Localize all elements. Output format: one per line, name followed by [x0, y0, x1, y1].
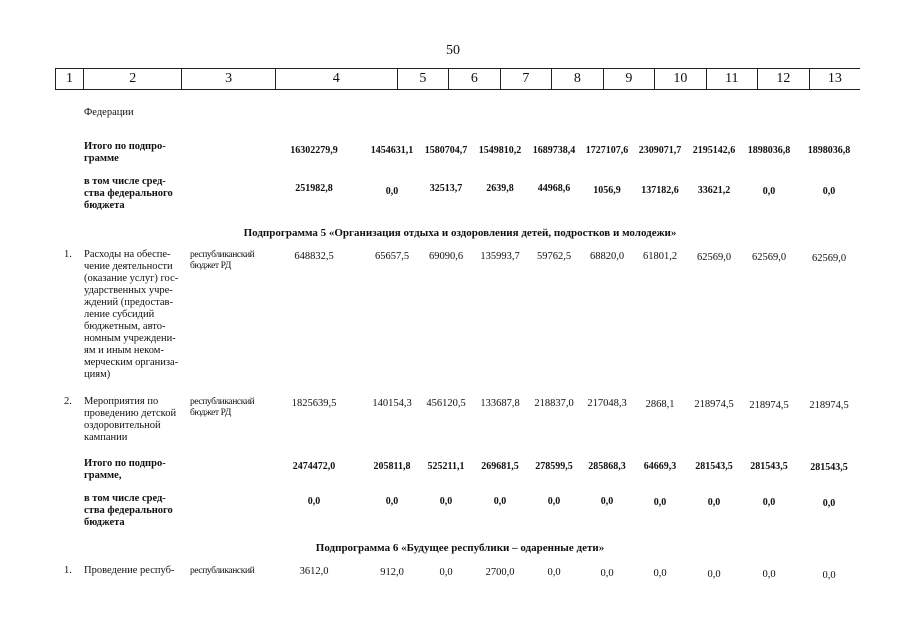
value-cell: 33621,2 — [697, 185, 731, 196]
row-number: 2. — [64, 396, 72, 407]
value-cell: 218974,5 — [749, 400, 789, 411]
value-cell: 1898036,8 — [807, 145, 851, 156]
value-cell: 1549810,2 — [478, 145, 522, 156]
value-cell: 2195142,6 — [692, 145, 736, 156]
row-name: Мероприятия по проведению детской оздоровительной кампании — [84, 396, 177, 443]
header-cell: 11 — [706, 69, 758, 89]
row-name: в том числе сред- ства федерального бюджета — [84, 493, 173, 528]
value-cell: 1825639,5 — [291, 398, 337, 409]
value-cell: 0,0 — [822, 498, 836, 509]
value-cell: 61801,2 — [642, 251, 678, 262]
value-cell: 2309071,7 — [638, 145, 682, 156]
value-cell: 0,0 — [385, 496, 399, 507]
value-cell: 1056,9 — [593, 185, 621, 196]
value-cell: 0,0 — [653, 568, 667, 579]
value-cell: 525211,1 — [427, 461, 465, 472]
value-cell: 2868,1 — [645, 399, 675, 410]
value-cell: 68820,0 — [589, 251, 625, 262]
funding-source: республиканский бюджет РД — [190, 397, 255, 418]
value-cell: 0,0 — [600, 496, 614, 507]
value-cell: 217048,3 — [587, 398, 627, 409]
header-cell: 9 — [603, 69, 655, 89]
header-cell: 5 — [397, 69, 449, 89]
row-name: Итого по подпро- грамме, — [84, 458, 166, 481]
value-cell: 281543,5 — [750, 461, 788, 472]
value-cell: 0,0 — [653, 497, 667, 508]
value-cell: 0,0 — [439, 567, 453, 578]
funding-source: республиканский бюджет РД — [190, 250, 255, 271]
section-title: Подпрограмма 5 «Организация отдыха и оздоровления детей, подростков и молодежи» — [243, 227, 677, 239]
header-cell: 12 — [757, 69, 809, 89]
value-cell: 133687,8 — [480, 398, 520, 409]
value-cell: 281543,5 — [695, 461, 733, 472]
header-cell: 10 — [654, 69, 706, 89]
value-cell: 1454631,1 — [370, 145, 414, 156]
value-cell: 44968,6 — [537, 183, 571, 194]
header-cell: 4 — [275, 69, 397, 89]
value-cell: 135993,7 — [480, 251, 520, 262]
header-cell: 6 — [448, 69, 500, 89]
value-cell: 0,0 — [600, 568, 614, 579]
value-cell: 32513,7 — [429, 183, 463, 194]
row-number: 1. — [64, 565, 72, 576]
value-cell: 0,0 — [547, 567, 561, 578]
value-cell: 2639,8 — [486, 183, 514, 194]
value-cell: 69090,6 — [428, 251, 464, 262]
value-cell: 59762,5 — [536, 251, 572, 262]
value-cell: 0,0 — [822, 186, 836, 197]
value-cell: 62569,0 — [696, 252, 732, 263]
value-cell: 278599,5 — [535, 461, 573, 472]
row-name: Расходы на обеспе- чение деятельности (оказание услуг) гос- ударственных учре- ждений (предостав- ление субсидий бюджетным, авто- номным учреждени- ям и иным неком- мерческим организа- циям) — [84, 249, 179, 380]
value-cell: 65657,5 — [374, 251, 410, 262]
header-cell: 3 — [181, 69, 275, 89]
section-title: Подпрограмма 6 «Будущее республики – одаренные дети» — [315, 542, 605, 554]
row-name: в том числе сред- ства федерального бюджета — [84, 176, 173, 211]
row-number: 1. — [64, 249, 72, 260]
value-cell: 281543,5 — [810, 462, 848, 473]
value-cell: 456120,5 — [426, 398, 466, 409]
value-cell: 0,0 — [307, 496, 321, 507]
row-name: Федерации — [84, 107, 134, 118]
row-name: Проведение респуб- — [84, 565, 175, 576]
value-cell: 269681,5 — [481, 461, 519, 472]
value-cell: 3612,0 — [299, 566, 329, 577]
value-cell: 218974,5 — [694, 399, 734, 410]
value-cell: 0,0 — [822, 570, 836, 581]
value-cell: 1727107,6 — [585, 145, 629, 156]
header-cell: 1 — [55, 69, 83, 89]
value-cell: 1898036,8 — [747, 145, 791, 156]
header-cell: 8 — [551, 69, 603, 89]
value-cell: 1580704,7 — [424, 145, 468, 156]
header-cell: 13 — [809, 69, 861, 89]
funding-source: республиканский — [190, 566, 255, 576]
value-cell: 285868,3 — [588, 461, 626, 472]
value-cell: 2474472,0 — [292, 461, 336, 472]
value-cell: 218974,5 — [809, 400, 849, 411]
value-cell: 0,0 — [547, 496, 561, 507]
header-cell: 2 — [83, 69, 181, 89]
value-cell: 218837,0 — [534, 398, 574, 409]
page-number: 50 — [446, 43, 460, 58]
value-cell: 64669,3 — [643, 461, 677, 472]
value-cell: 0,0 — [385, 186, 399, 197]
value-cell: 62569,0 — [811, 253, 847, 264]
row-name: Итого по подпро- грамме — [84, 141, 166, 164]
value-cell: 62569,0 — [751, 252, 787, 263]
value-cell: 0,0 — [762, 569, 776, 580]
value-cell: 648832,5 — [294, 251, 334, 262]
value-cell: 0,0 — [493, 496, 507, 507]
value-cell: 205811,8 — [373, 461, 411, 472]
value-cell: 0,0 — [439, 496, 453, 507]
value-cell: 137182,6 — [641, 185, 679, 196]
value-cell: 140154,3 — [372, 398, 412, 409]
value-cell: 16302279,9 — [290, 145, 338, 156]
value-cell: 0,0 — [707, 497, 721, 508]
header-cell: 7 — [500, 69, 552, 89]
value-cell: 2700,0 — [485, 567, 515, 578]
value-cell: 1689738,4 — [532, 145, 576, 156]
value-cell: 0,0 — [762, 497, 776, 508]
value-cell: 0,0 — [762, 186, 776, 197]
value-cell: 912,0 — [380, 567, 404, 578]
value-cell: 0,0 — [707, 569, 721, 580]
value-cell: 251982,8 — [295, 183, 333, 194]
